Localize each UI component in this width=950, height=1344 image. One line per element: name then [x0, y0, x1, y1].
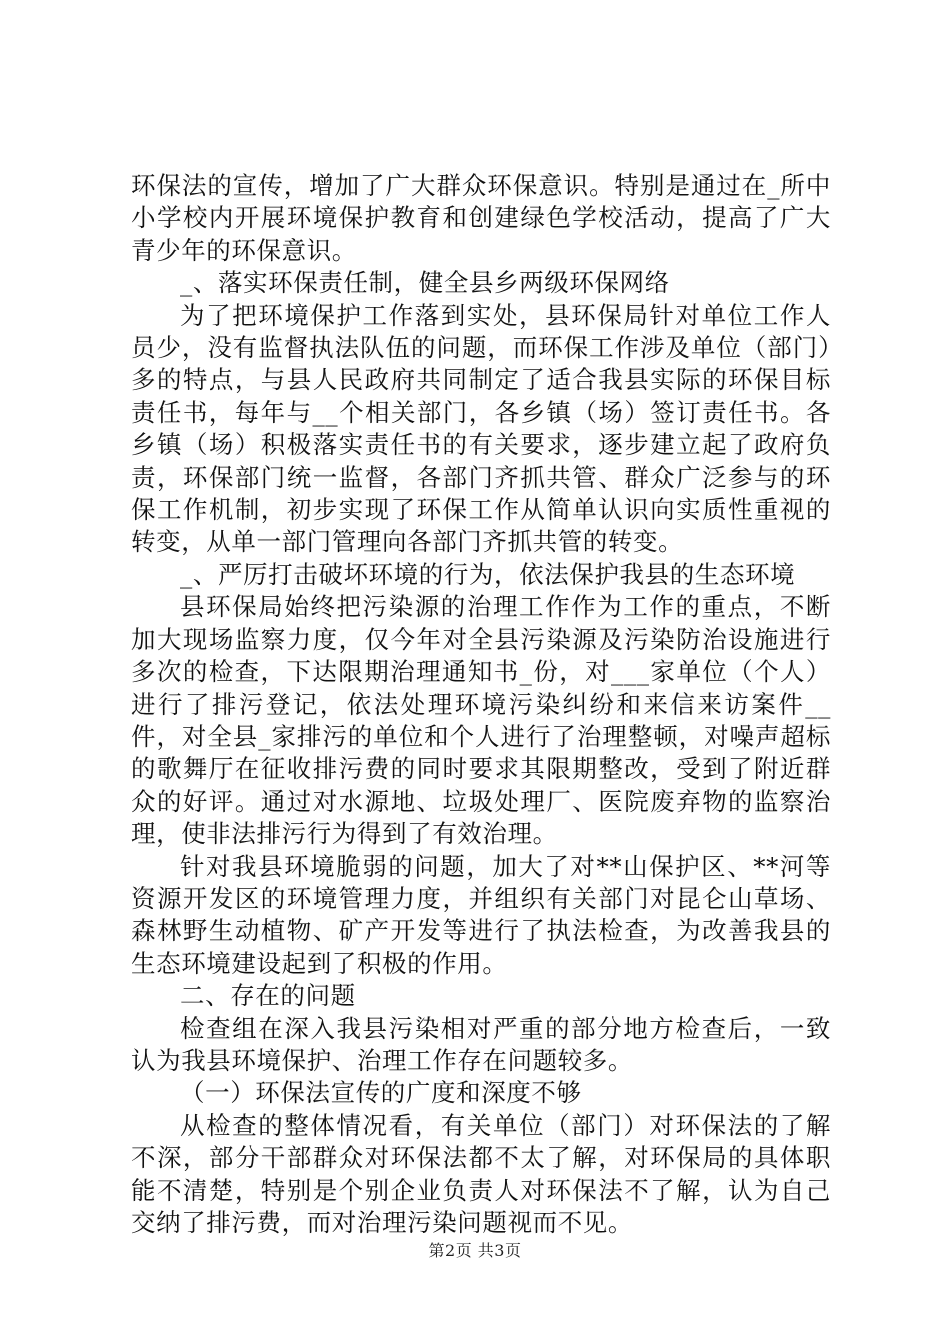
section-heading-responsibility: _、落实环保责任制，健全县乡两级环保网络: [180, 268, 670, 298]
section-heading-enforcement: _、严厉打击破坏环境的行为，依法保护我县的生态环境: [180, 559, 796, 589]
section-heading-problems: 二、存在的问题: [180, 981, 356, 1011]
paragraph-publicity: 从检查的整体情况看，有关单位（部门）对环保法的了解不深，部分干部群众对环保法都不太了解，对环保局的具体职能不清楚，特别是个别企业负责人对环保法不了解，认为自己交纳了排污费，而对治理污染问题视而不见。: [131, 1110, 831, 1237]
paragraph-1: 环保法的宣传，增加了广大群众环保意识。特别是通过在_所中小学校内开展环境保护教育和创建绿色学校活动，提高了广大青少年的环保意识。: [131, 171, 831, 265]
paragraph-enforcement: 县环保局始终把污染源的治理工作作为工作的重点，不断加大现场监察力度，仅今年对全县污染源及污染防治设施进行多次的检查，下达限期治理通知书_份，对___家单位（个人）进行了排污登记，依法处理环境污染纠纷和来信来访案件__件，对全县_家排污的单位和个人进行了治理整顿，对噪声超标的歌舞厅在征收排污费的同时要求其限期整改，受到了附近群众的好评。通过对水源地、垃圾处理厂、医院废弃物的监察治理，使非法排污行为得到了有效治理。: [131, 592, 831, 849]
document-body: [131, 170, 831, 1239]
subheading-publicity: （一）环保法宣传的广度和深度不够: [180, 1078, 582, 1108]
paragraph-ecology: 针对我县环境脆弱的问题，加大了对**山保护区、**河等资源开发区的环境管理力度，并组织有关部门对昆仑山草场、森林野生动植物、矿产开发等进行了执法检查，为改善我县的生态环境建设起到了积极的作用。: [131, 851, 831, 978]
page-footer: 第2页 共3页: [428, 1241, 522, 1260]
paragraph-responsibility: 为了把环境保护工作落到实处，县环保局针对单位工作人员少，没有监督执法队伍的问题，而环保工作涉及单位（部门）多的特点，与县人民政府共同制定了适合我县实际的环保目标责任书，每年与__个相关部门，各乡镇（场）签订责任书。各乡镇（场）积极落实责任书的有关要求，逐步建立起了政府负责，环保部门统一监督，各部门齐抓共管、群众广泛参与的环保工作机制，初步实现了环保工作从简单认识向实质性重视的转变，从单一部门管理向各部门齐抓共管的转变。: [131, 300, 831, 557]
paragraph-problems: 检查组在深入我县污染相对严重的部分地方检查后，一致认为我县环境保护、治理工作存在问题较多。: [131, 1013, 831, 1075]
